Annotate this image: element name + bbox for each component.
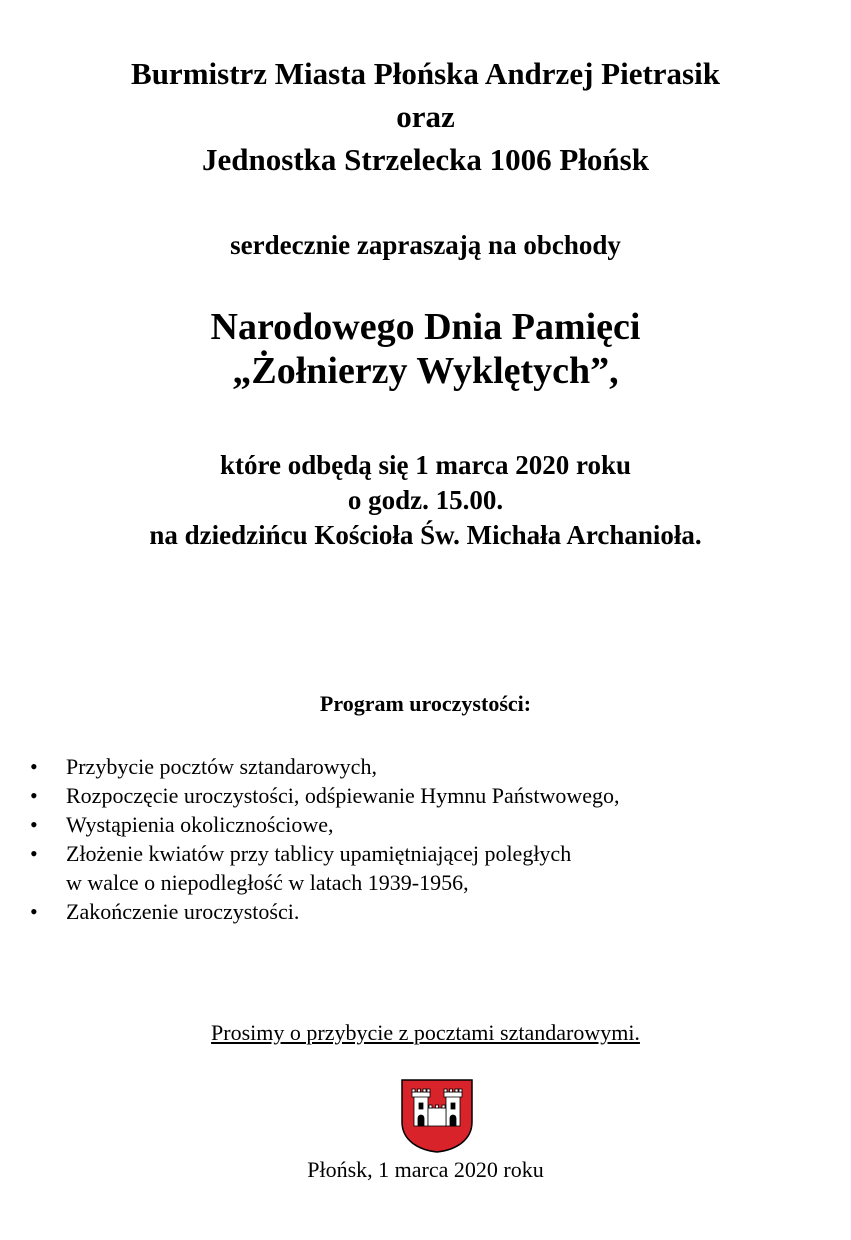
program-item-text: Przybycie pocztów sztandarowych, — [66, 754, 377, 779]
program-item — [0, 839, 851, 897]
event-time: o godz. 15.00. — [347, 485, 504, 515]
program-heading: Program uroczystości: — [319, 691, 532, 716]
program-item — [0, 752, 851, 781]
program-item-text: Wystąpienia okolicznościowe, — [66, 812, 334, 837]
bullet-icon: • — [30, 812, 38, 837]
organizer-line-2: Jednostka Strzelecka 1006 Płońsk — [202, 142, 649, 177]
organizer-conjunction: oraz — [396, 99, 455, 134]
event-date: które odbędą się 1 marca 2020 roku — [219, 450, 631, 480]
invitation-text: serdecznie zapraszają na obchody — [230, 230, 621, 260]
bullet-icon: • — [30, 754, 38, 779]
program-list — [0, 752, 851, 926]
event-place: na dziedzińcu Kościoła Św. Michała Archanioła. — [149, 520, 702, 550]
event-title-line-1: Narodowego Dnia Pamięci — [210, 306, 641, 348]
program-item-text: Rozpoczęcie uroczystości, odśpiewanie Hymnu Państwowego, — [66, 783, 620, 808]
program-item — [0, 781, 851, 810]
event-title-line-2: „Żołnierzy Wyklętych”, — [232, 350, 619, 392]
program-item-text: Złożenie kwiatów przy tablicy upamiętniającej poległych — [66, 841, 572, 866]
program-item-text: Zakończenie uroczystości. — [66, 899, 300, 924]
bullet-icon: • — [30, 783, 38, 808]
bullet-icon: • — [30, 841, 38, 866]
bullet-icon: • — [30, 899, 38, 924]
program-item — [0, 810, 851, 839]
closing-note-text: Prosimy o przybycie z pocztami sztandarowymi. — [211, 1020, 640, 1045]
plonsk-coat-of-arms-icon — [400, 1078, 474, 1154]
program-item-text-continuation: w walce o niepodległość w latach 1939-1956, — [66, 870, 469, 895]
program-item — [0, 897, 851, 926]
closing-note — [0, 1019, 851, 1047]
place-and-date: Płońsk, 1 marca 2020 roku — [307, 1157, 544, 1182]
organizer-line-1: Burmistrz Miasta Płońska Andrzej Pietrasik — [131, 56, 720, 91]
